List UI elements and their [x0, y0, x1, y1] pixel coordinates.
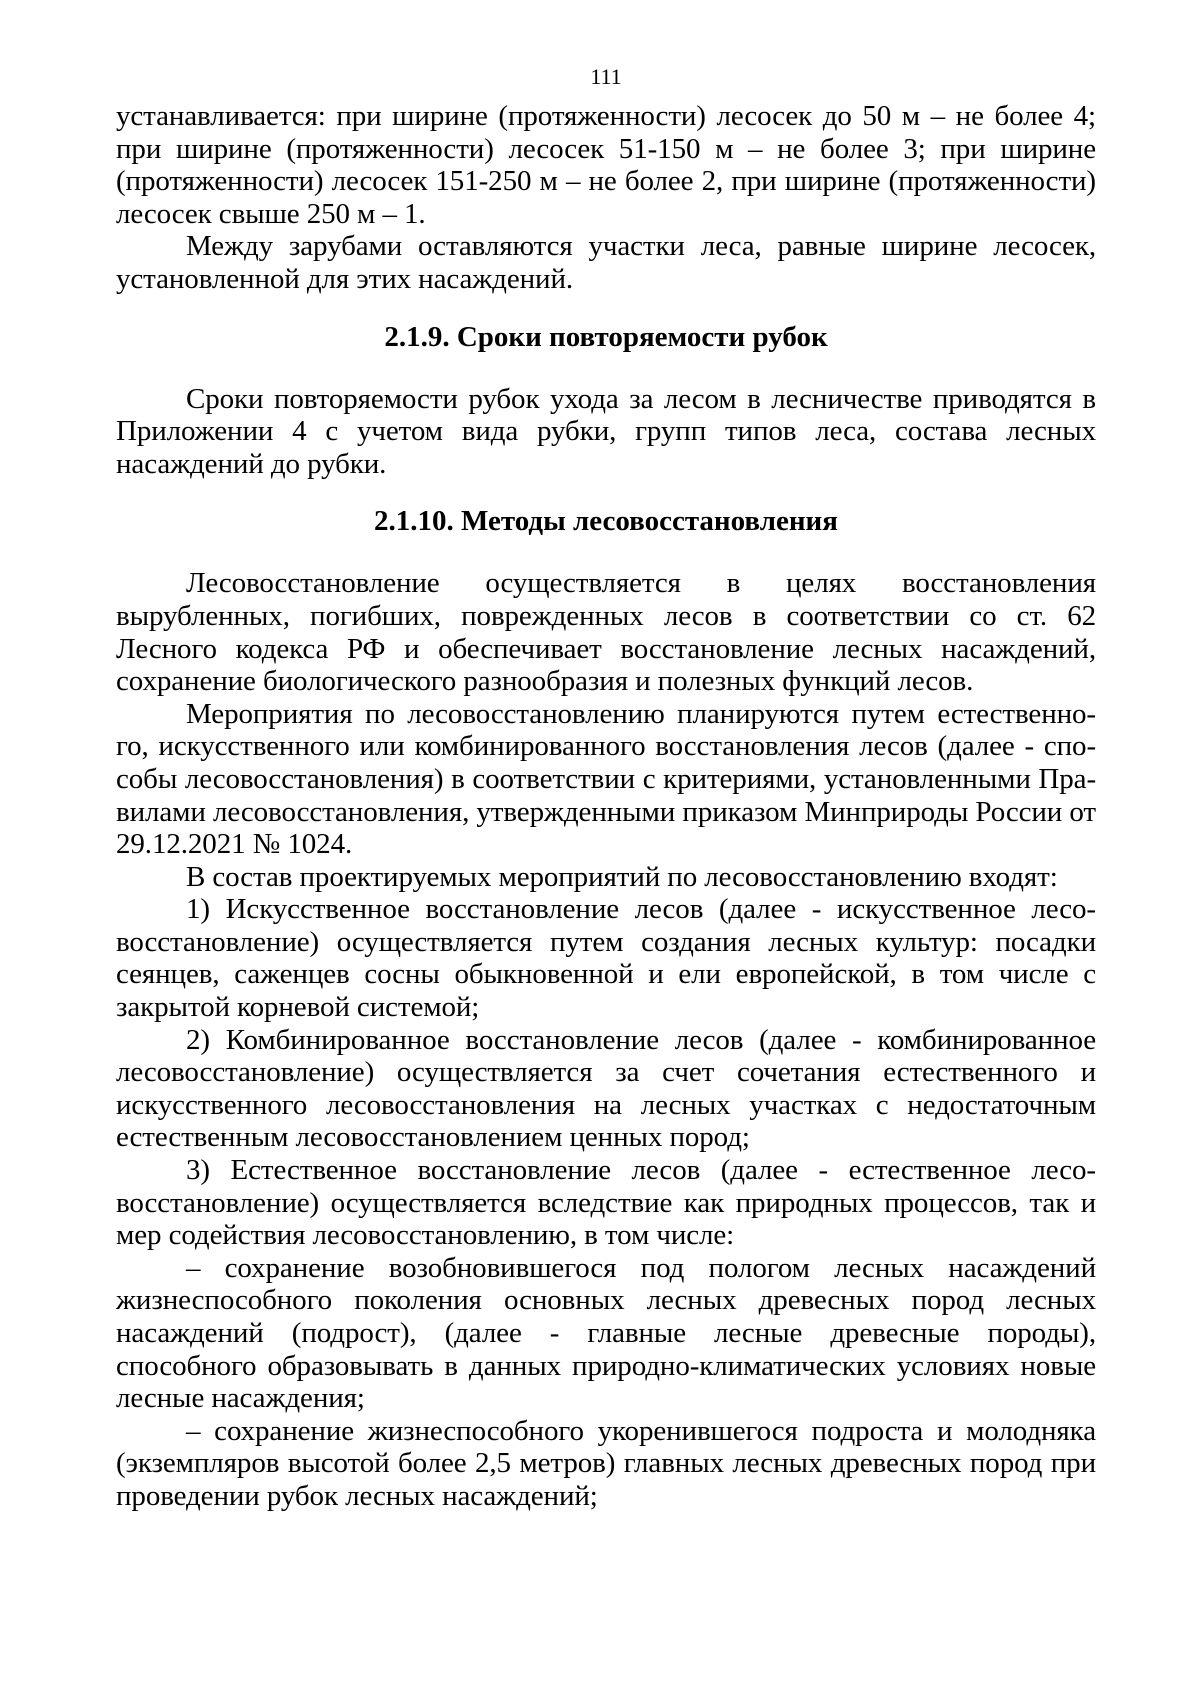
document-page	[116, 62, 1096, 1513]
list-item: 3) Естественное восстановление лесов (далее - естественное лесо-восстановление) осуществляется вследствие как природных процессов, так и мер содействия лесовосстановлению, в том числе:	[116, 1154, 1096, 1252]
section-heading: 2.1.9. Сроки повторяемости рубок	[384, 320, 828, 353]
paragraph: Мероприятия по лесовосстановлению планируются путем естественно-го, искусственного или комбинированного восстановления лесов (далее - спо-собы лесовосстановления) в соответствии с критериями, установленными Пра-вилами лесовосстановления, утвержденными приказом Минприроды России от 29.12.2021 № 1024.	[116, 697, 1096, 861]
page-number: 111	[590, 64, 622, 89]
paragraph: Сроки повторяемости рубок ухода за лесом в лесничестве приводятся в Приложении 4 с учетом вида рубки, групп типов леса, состава лесных насаждений до рубки.	[116, 382, 1096, 480]
paragraph: Лесовосстановление осуществляется в целях восстановления вырубленных, погибших, поврежденных лесов в соответствии со ст. 62 Лесного кодекса РФ и обеспечивает восстановление лесных насаждений, сохранение биологического разнообразия и полезных функций лесов.	[116, 567, 1096, 698]
paragraph: Между зарубами оставляются участки леса, равные ширине лесосек, установленной для этих насаждений.	[116, 230, 1096, 295]
list-item: 2) Комбинированное восстановление лесов (далее - комбинированное лесовосстановление) осуществляется за счет сочетания естественного и искусственного лесовосстановления на лесных участках с недостаточным естественным лесовосстановлением ценных пород;	[116, 1023, 1096, 1154]
paragraph: В состав проектируемых мероприятий по лесовосстановлению входят:	[186, 860, 1058, 893]
section-heading: 2.1.10. Методы лесовосстановления	[374, 505, 838, 538]
paragraph-continuation: устанавливается: при ширине (протяженности) лесосек до 50 м – не более 4; при ширине (протяженности) лесосек 51-150 м – не более 3; при ширине (протяженности) лесосек 151-250 м – не более 2, при ширине (протяженности) лесосек свыше 250 м – 1.	[116, 100, 1096, 230]
dash-list-item: – сохранение возобновившегося под пологом лесных насаждений жизнеспособного поколения основных лесных древесных пород лесных насаждений (подрост), (далее - главные лесные древесные породы), способного образовывать в данных природно-климатических условиях новые лесные насаждения;	[116, 1251, 1096, 1415]
list-item: 1) Искусственное восстановление лесов (далее - искусственное лесо-восстановление) осуществляется путем создания лесных культур: посадки сеянцев, саженцев сосны обыкновенной и ели европейской, в том числе с закрытой корневой системой;	[116, 893, 1096, 1024]
dash-list-item: – сохранение жизнеспособного укоренившегося подроста и молодняка (экземпляров высотой более 2,5 метров) главных лесных древесных пород при проведении рубок лесных насаждений;	[116, 1414, 1096, 1512]
